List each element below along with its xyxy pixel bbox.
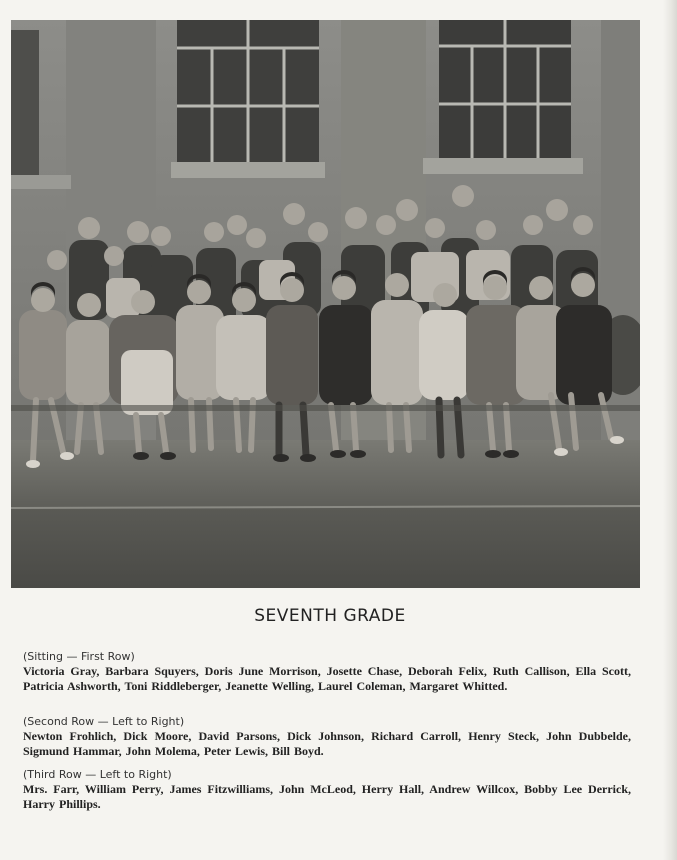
row-caption-first <box>23 650 631 694</box>
row-heading: (Third Row — Left to Right) <box>23 768 172 781</box>
row-names: Newton Frohlich, Dick Moore, David Parsons, Dick Johnson, Richard Carroll, Henry Steck, John Dubbelde, Sigmund Hammar, John Molema, Peter Lewis, Bill Boyd. <box>23 729 631 758</box>
page-title: SEVENTH GRADE <box>254 606 406 626</box>
row-names: Mrs. Farr, William Perry, James Fitzwilliams, John McLeod, Herry Hall, Andrew Willcox, Bobby Lee Derrick, Harry Phillips. <box>23 782 631 811</box>
row-heading: (Sitting — First Row) <box>23 650 135 663</box>
row-caption-second <box>23 715 631 759</box>
class-photograph <box>11 20 640 588</box>
row-heading: (Second Row — Left to Right) <box>23 715 185 728</box>
page-edge <box>663 0 677 860</box>
row-caption-third <box>23 768 631 812</box>
row-names: Victoria Gray, Barbara Squyers, Doris June Morrison, Josette Chase, Deborah Felix, Ruth Callison, Ella Scott, Patricia Ashworth, Toni Riddleberger, Jeanette Welling, Laurel Coleman, Margaret Whitted. <box>23 664 631 693</box>
